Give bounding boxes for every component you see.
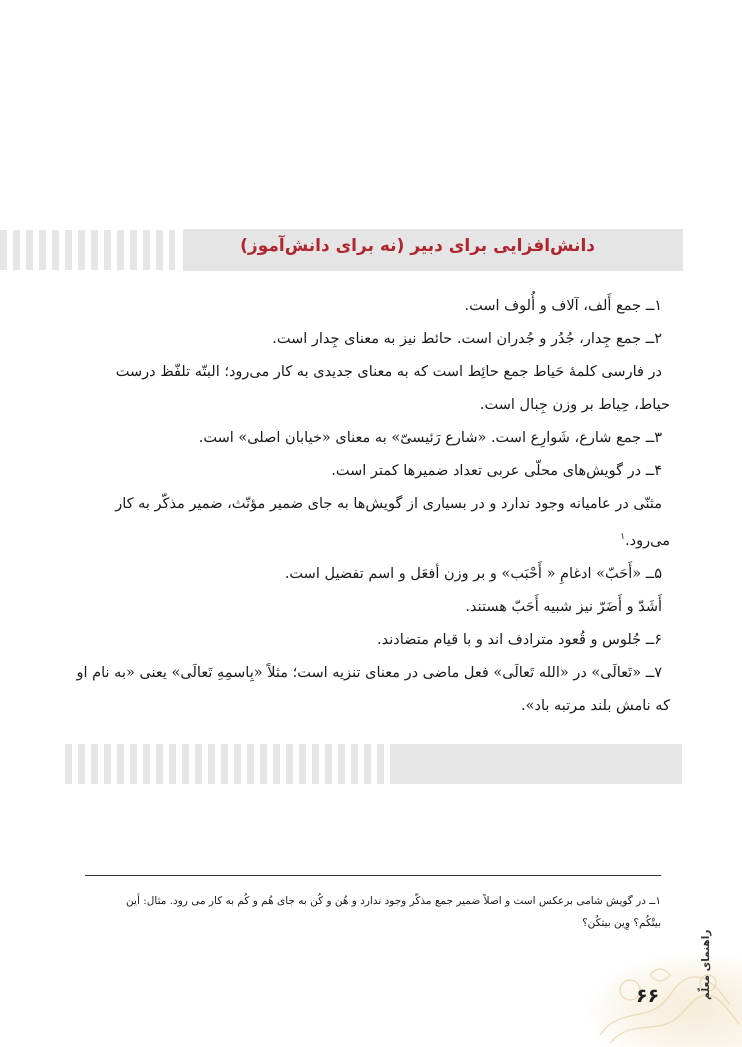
paragraph-3: ۳ــ جمع شارع، شَوارِع است. «شارع رَئیسیّ» به معنای «خیابان اصلی» است. — [198, 430, 662, 446]
ornament-flourish-icon — [590, 955, 742, 1047]
section-header — [183, 229, 683, 271]
paragraph-4-note-cont-text: می‌رود. — [625, 532, 670, 549]
paragraph-4-note: مثنّی در عامیانه وجود ندارد و در بسیاری از گویش‌ها به جای ضمیر مؤنّث، ضمیر مذکّر به کار — [115, 496, 662, 512]
footnote-divider — [85, 875, 661, 876]
paragraph-2: ۲ــ جمع جِدار، جُدُر و جُدران است. حائط نیز به معنای جِدار است. — [272, 331, 662, 347]
paragraph-2-note: در فارسی کلمهٔ حَیاط جمع حائِط است که به معنای جدیدی به کار می‌رود؛ البتّه تلفّظ درست — [115, 364, 662, 380]
footnote-line-1: ۱ــ در گویش شامی برعکس است و اصلاً ضمیر جمع مذکّر وجود ندارد و هُن و کُن به جای هُم و کُم به کار می رود. مثال: أین — [126, 895, 661, 907]
section-title: دانش‌افزایی برای دبیر (نه برای دانش‌آموز) — [240, 236, 595, 256]
decorative-bar-bottom — [390, 744, 682, 784]
footnote — [85, 890, 661, 934]
paragraph-6: ۶ــ جُلوس و قُعود مترادف اند و با قیام متضادند. — [377, 631, 662, 648]
decorative-stripes-top — [0, 230, 175, 270]
footnote-marker: ۱ — [620, 532, 626, 542]
paragraph-7-cont: که نامش بلند مرتبه باد». — [521, 697, 670, 714]
paragraph-4-note-cont — [70, 521, 670, 558]
paragraph-5-note: أَشَدّ و أَضَرّ نیز شبیه أَحَبّ هستند. — [465, 598, 662, 615]
paragraph-4: ۴ــ در گویش‌های محلّی عربی تعداد ضمیرها کمتر است. — [331, 463, 662, 479]
page-corner-ornament — [590, 955, 742, 1047]
running-title: راهنمای معلّم — [700, 929, 712, 1000]
paragraph-1: ۱ــ جمع أَلف، آلاف و أُلوف است. — [464, 298, 662, 314]
paragraph-2-note-cont: حیاط، حِیاط بر وزن جِبال است. — [479, 397, 670, 413]
page-number: ۶۶ — [636, 985, 660, 1007]
main-content — [70, 290, 670, 723]
footnote-line-2: بیتْکُم؟ وِین بیتکُن؟ — [582, 917, 661, 929]
paragraph-5: ۵ــ «أَحَبّ» ادغامِ « أَحْبَب» و بر وزن أفعَل و اسم تفضیل است. — [284, 565, 662, 582]
paragraph-7: ۷ــ «تَعالَی» در «الله تَعالَی» فعل ماضی در معنای تنزیه است؛ مثلاً «بِاسمِهِ تَعالَی» یعنی «به نام او — [76, 664, 662, 681]
